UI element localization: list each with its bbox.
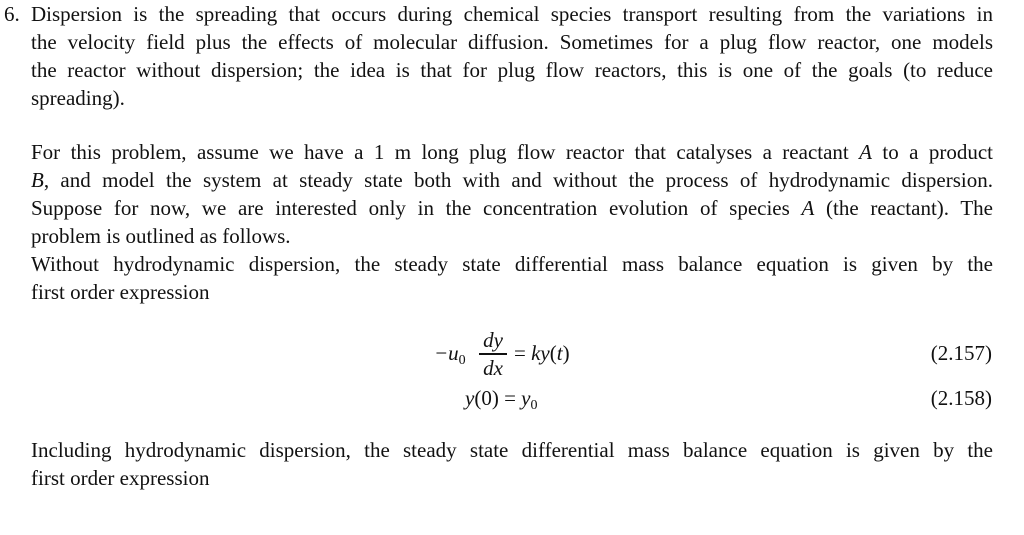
fraction-denominator: dx <box>483 355 503 380</box>
without-line-2: first order expression <box>31 280 210 304</box>
without-line-1: Without hydrodynamic dispersion, the steady state differential mass balance equation is given by the <box>31 252 993 276</box>
setup-line-1 <box>31 138 993 166</box>
species-variable: A <box>801 196 815 220</box>
without-dispersion-text <box>31 250 993 306</box>
subscript: 0 <box>458 353 466 368</box>
setup-text: to a product <box>871 140 993 164</box>
equation-2-158 <box>465 386 538 411</box>
problem-intro <box>4 0 993 112</box>
setup-line-4: problem is outlined as follows. <box>31 224 291 248</box>
setup-text: , and model the system at steady state both with and without the process of hydrodynamic dispersion. <box>43 168 993 192</box>
equation-number-2-157: (2.157) <box>930 341 992 365</box>
subscript: 0 <box>530 398 538 413</box>
fraction-bar <box>479 353 507 355</box>
equation-lhs <box>434 341 466 366</box>
setup-text: For this problem, assume we have a 1 m long plug flow reactor that catalyses a reactant <box>31 140 860 164</box>
species-variable: B <box>31 168 44 192</box>
with-line-2: first order expression <box>31 466 210 490</box>
intro-line-1: Dispersion is the spreading that occurs during chemical species transport resulting from the variations in <box>31 2 993 26</box>
velocity-term: −u <box>434 341 459 365</box>
with-line-1: Including hydrodynamic dispersion, the steady state differential mass balance equation is given by the <box>31 438 993 462</box>
equation-number-2-158: (2.158) <box>930 386 992 410</box>
intro-line-3: the reactor without dispersion; the idea is that for plug flow reactors, this is one of the goals (to reduce <box>31 58 993 82</box>
initial-condition: y(0) = y <box>465 386 531 410</box>
problem-number: 6. <box>4 2 20 26</box>
setup-text: Suppose for now, we are interested only in the concentration evolution of species <box>31 196 802 220</box>
species-variable: A <box>859 140 872 164</box>
fraction-numerator: dy <box>483 328 503 352</box>
setup-line-2 <box>31 166 993 194</box>
intro-line-4: spreading). <box>31 86 125 110</box>
intro-line-2: the velocity field plus the effects of molecular diffusion. Sometimes for a plug flow reactor, one models <box>31 30 993 54</box>
derivative-fraction <box>479 328 507 380</box>
with-dispersion-text <box>31 436 993 492</box>
setup-text: (the reactant). The <box>814 196 994 220</box>
setup-line-3 <box>31 194 993 222</box>
problem-setup <box>31 138 993 250</box>
equation-rhs: = ky(t) <box>514 341 570 365</box>
